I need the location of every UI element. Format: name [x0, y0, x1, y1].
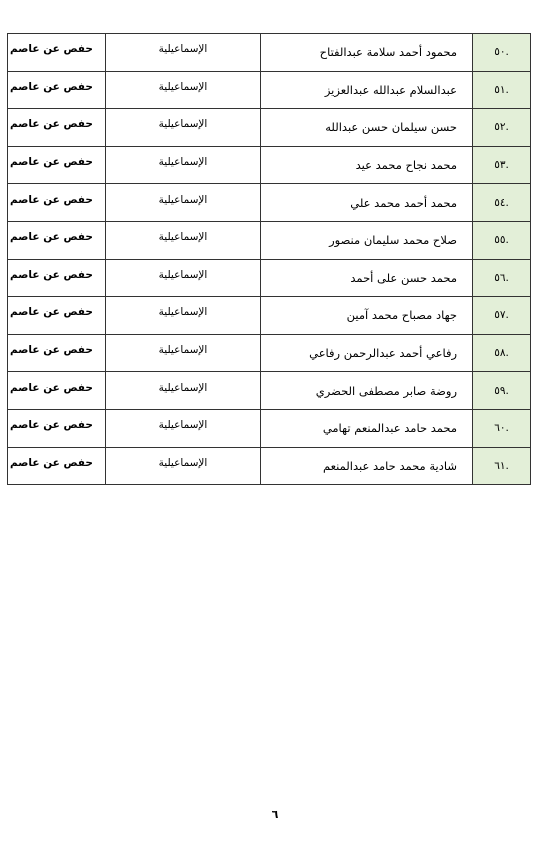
name-cell: حسن سيلمان حسن عبدالله: [261, 109, 473, 147]
riwaya-cell: حفص عن عاصم: [8, 259, 106, 297]
row-number-cell: .٥٨: [473, 334, 531, 372]
table-row: [8, 409, 531, 447]
table-row: [8, 297, 531, 335]
row-number-cell: .٥٢: [473, 109, 531, 147]
row-number-cell: .٥٣: [473, 146, 531, 184]
riwaya-cell: حفص عن عاصم: [8, 297, 106, 335]
table-row: [8, 146, 531, 184]
name-cell: شادية محمد حامد عبدالمنعم: [261, 447, 473, 485]
riwaya-cell: حفص عن عاصم: [8, 221, 106, 259]
name-cell: محمد أحمد محمد علي: [261, 184, 473, 222]
row-number-cell: .٥١: [473, 71, 531, 109]
name-cell: روضة صابر مصطفى الحضري: [261, 372, 473, 410]
names-table: [7, 33, 531, 485]
row-number-cell: .٥٤: [473, 184, 531, 222]
table-row: [8, 259, 531, 297]
riwaya-cell: حفص عن عاصم: [8, 447, 106, 485]
name-cell: محمد حسن على أحمد: [261, 259, 473, 297]
row-number-cell: .٥٠: [473, 34, 531, 72]
table-row: [8, 109, 531, 147]
row-number-cell: .٦١: [473, 447, 531, 485]
city-cell: الإسماعيلية: [106, 71, 261, 109]
city-cell: الإسماعيلية: [106, 146, 261, 184]
table-row: [8, 372, 531, 410]
table-row: [8, 34, 531, 72]
city-cell: الإسماعيلية: [106, 334, 261, 372]
city-cell: الإسماعيلية: [106, 447, 261, 485]
table-row: [8, 334, 531, 372]
name-cell: محمد حامد عبدالمنعم تهامي: [261, 409, 473, 447]
name-cell: رفاعي أحمد عبدالرحمن رفاعي: [261, 334, 473, 372]
city-cell: الإسماعيلية: [106, 297, 261, 335]
city-cell: الإسماعيلية: [106, 372, 261, 410]
city-cell: الإسماعيلية: [106, 221, 261, 259]
name-cell: عبدالسلام عبدالله عبدالعزيز: [261, 71, 473, 109]
table-row: [8, 184, 531, 222]
city-cell: الإسماعيلية: [106, 184, 261, 222]
table-row: [8, 447, 531, 485]
riwaya-cell: حفص عن عاصم: [8, 184, 106, 222]
row-number-cell: .٥٦: [473, 259, 531, 297]
city-cell: الإسماعيلية: [106, 109, 261, 147]
riwaya-cell: حفص عن عاصم: [8, 146, 106, 184]
riwaya-cell: حفص عن عاصم: [8, 372, 106, 410]
riwaya-cell: حفص عن عاصم: [8, 109, 106, 147]
riwaya-cell: حفص عن عاصم: [8, 71, 106, 109]
riwaya-cell: حفص عن عاصم: [8, 34, 106, 72]
city-cell: الإسماعيلية: [106, 34, 261, 72]
page-number: ٦: [271, 808, 279, 821]
riwaya-cell: حفص عن عاصم: [8, 409, 106, 447]
name-cell: صلاح محمد سليمان منصور: [261, 221, 473, 259]
row-number-cell: .٥٧: [473, 297, 531, 335]
row-number-cell: .٦٠: [473, 409, 531, 447]
name-cell: محمود أحمد سلامة عبدالفتاح: [261, 34, 473, 72]
row-number-cell: .٥٥: [473, 221, 531, 259]
row-number-cell: .٥٩: [473, 372, 531, 410]
city-cell: الإسماعيلية: [106, 259, 261, 297]
name-cell: محمد نجاح محمد عيد: [261, 146, 473, 184]
name-cell: جهاد مصباح محمد آمين: [261, 297, 473, 335]
riwaya-cell: حفص عن عاصم: [8, 334, 106, 372]
city-cell: الإسماعيلية: [106, 409, 261, 447]
table-row: [8, 71, 531, 109]
names-table-container: [7, 33, 531, 485]
table-row: [8, 221, 531, 259]
